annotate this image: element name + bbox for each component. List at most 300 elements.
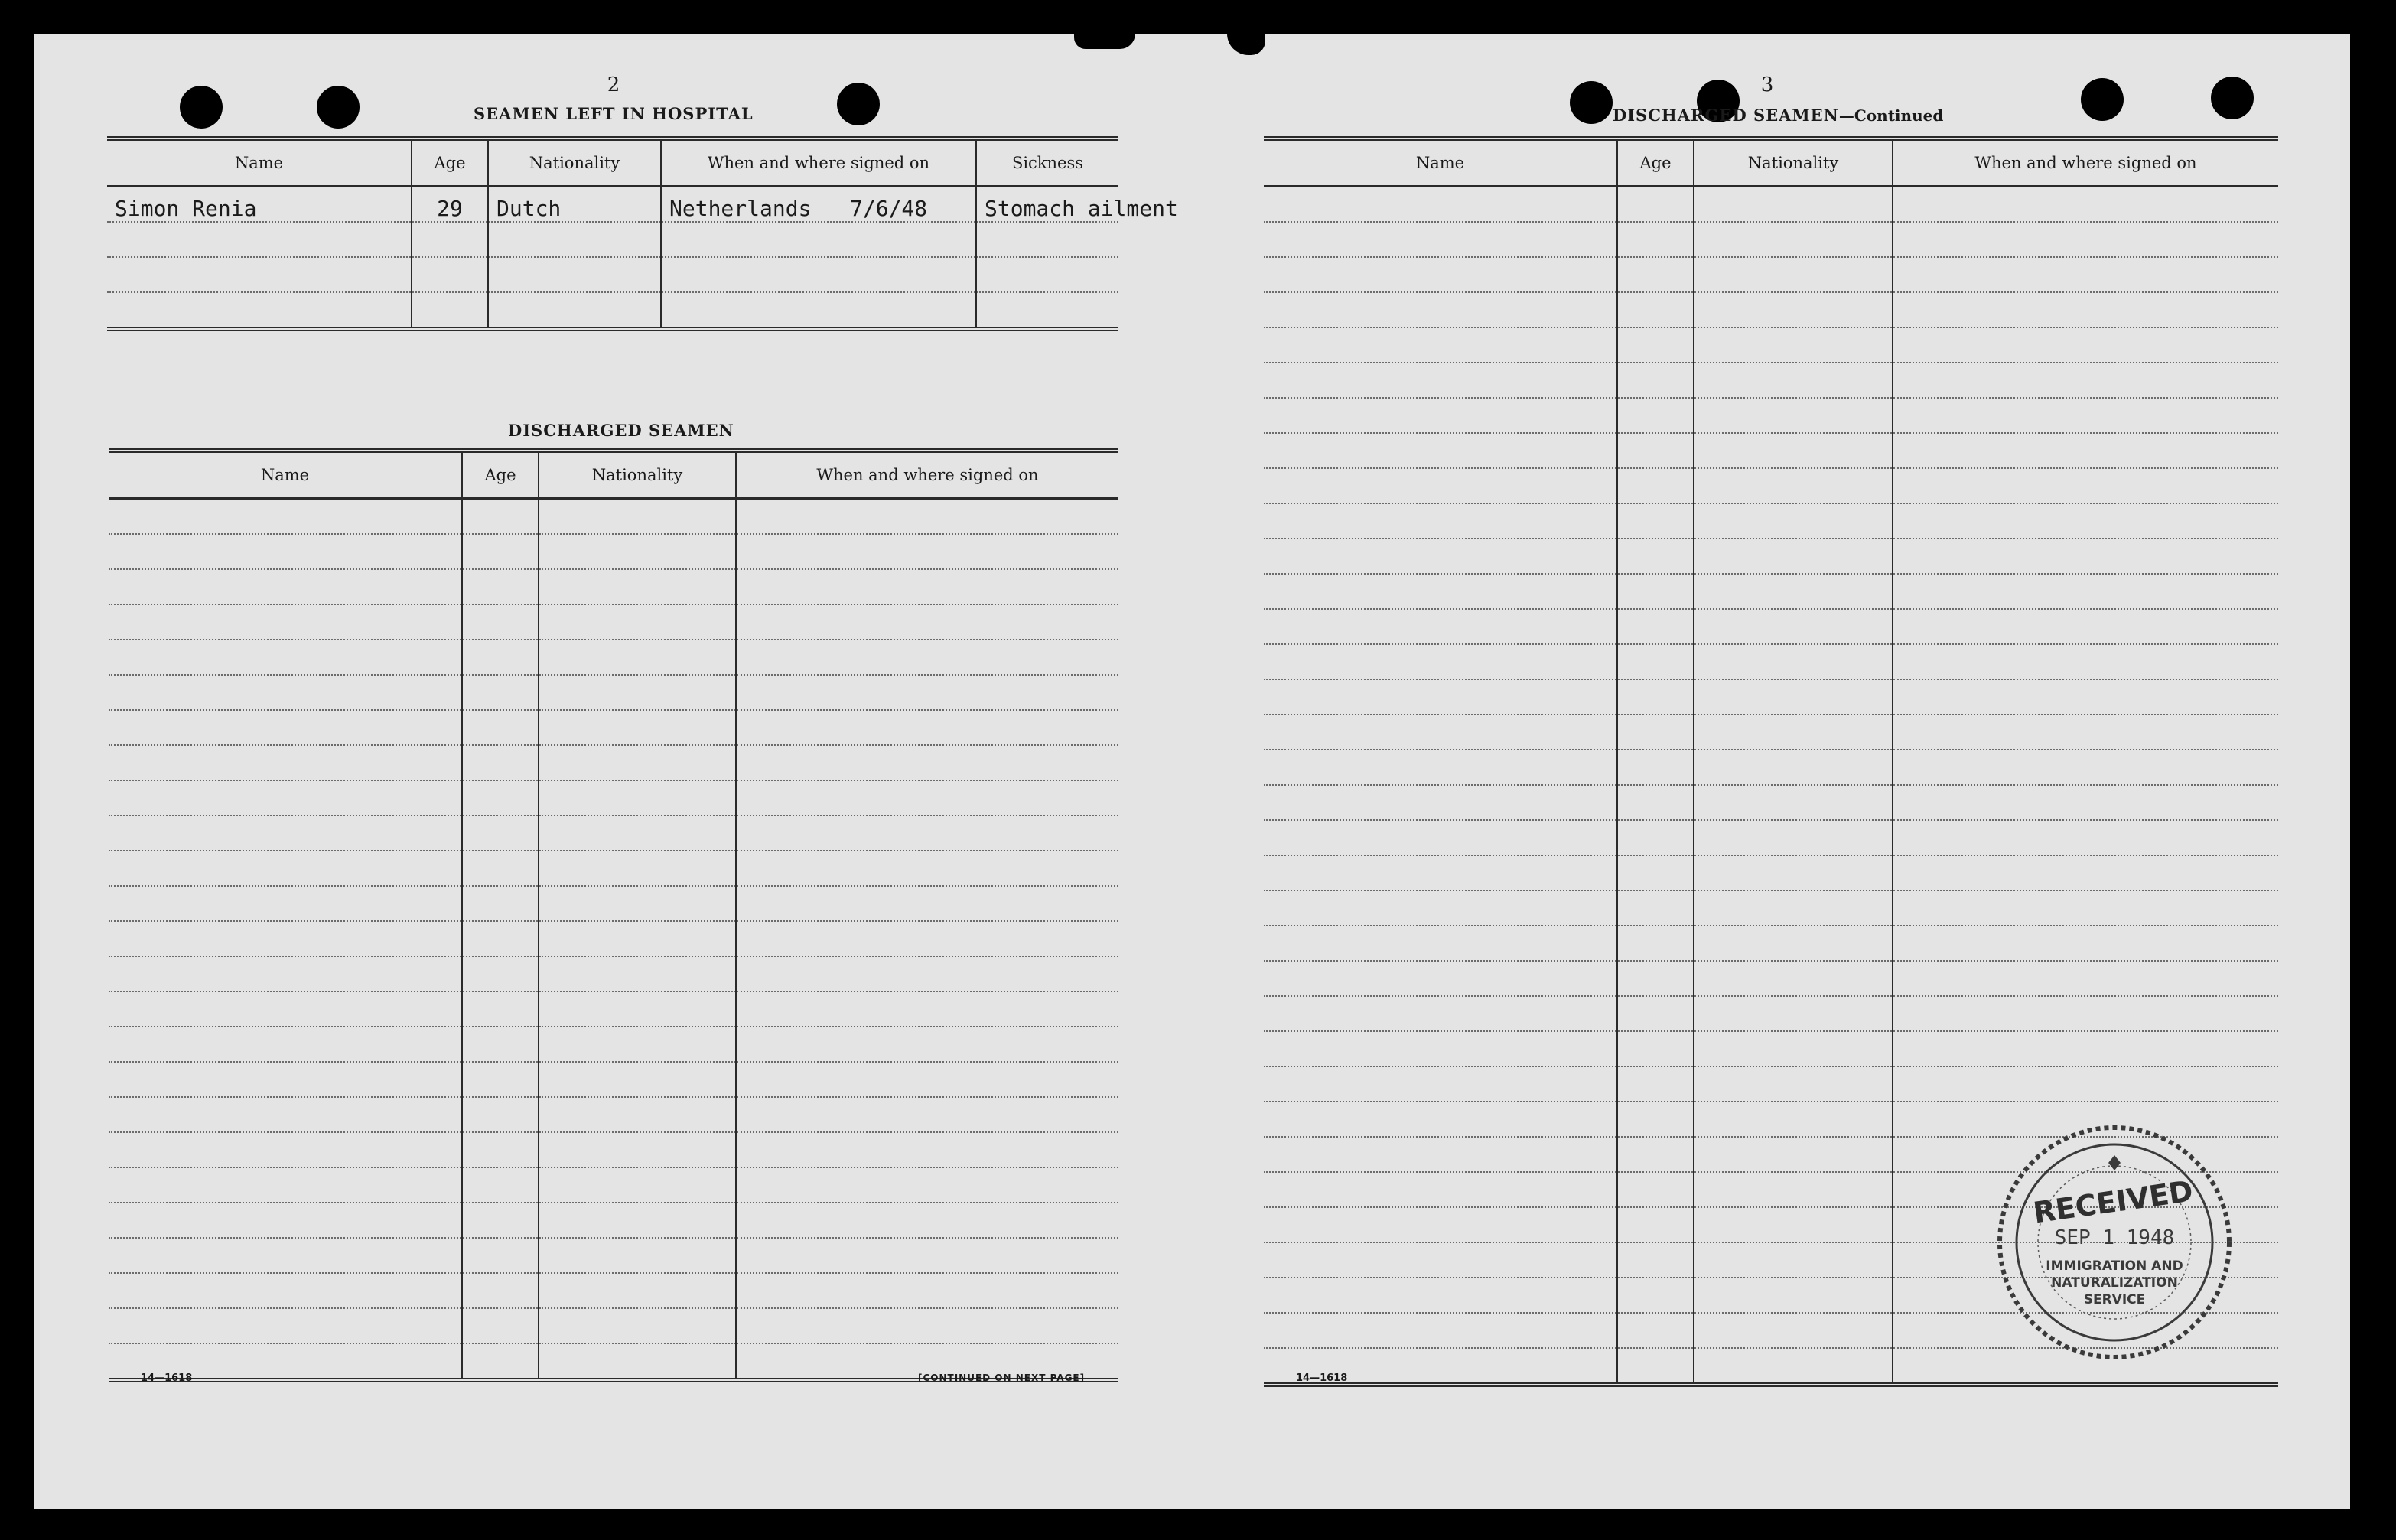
table-cell: [109, 569, 462, 604]
table-header-row: [107, 138, 1118, 187]
table-header-row: [1264, 138, 2278, 187]
table-cell: [1617, 398, 1694, 433]
punch-hole: [1570, 81, 1613, 124]
received-stamp: [1992, 1120, 2237, 1365]
table-cell: [1617, 222, 1694, 257]
table-cell: [1694, 187, 1893, 223]
table-cell: [1264, 961, 1617, 996]
table-row: [1264, 398, 2278, 433]
table-cell: [462, 569, 539, 604]
table-cell: [1893, 1031, 2278, 1066]
table-cell: [736, 1238, 1118, 1273]
table-cell: [1617, 292, 1694, 327]
table-row: [1264, 187, 2278, 223]
table-cell: [1264, 926, 1617, 961]
table-cell: [1264, 539, 1617, 574]
table-cell: [1264, 855, 1617, 890]
table-cell: [1893, 503, 2278, 539]
table-cell: [1694, 1172, 1893, 1207]
table-cell: [1893, 1066, 2278, 1102]
table-row: [109, 1097, 1118, 1132]
table-cell: [109, 1203, 462, 1238]
column-header-nationality: Nationality: [488, 138, 661, 187]
table-cell: [1893, 574, 2278, 609]
table-row: [109, 991, 1118, 1027]
column-header-sickness: Sickness: [976, 138, 1118, 187]
table-row: [109, 1132, 1118, 1167]
column-header-age: Age: [1617, 138, 1694, 187]
table-cell: [1264, 1137, 1617, 1172]
table-cell: [1893, 820, 2278, 855]
table-cell: [462, 816, 539, 851]
table-cell: [736, 956, 1118, 991]
table-cell: [1694, 398, 1893, 433]
table-cell: [1694, 503, 1893, 539]
table-cell: [1694, 996, 1893, 1031]
table-cell: [1893, 539, 2278, 574]
table-cell: [1694, 785, 1893, 820]
table-cell: [539, 1343, 736, 1380]
table-row: [1264, 715, 2278, 750]
table-cell: [109, 499, 462, 535]
table-row: [1264, 468, 2278, 503]
form-code-left: 14—1618: [141, 1372, 193, 1384]
table-cell: [539, 499, 736, 535]
table-cell: [1617, 187, 1694, 223]
table-cell: [109, 534, 462, 569]
table-cell: [1893, 996, 2278, 1031]
table-cell: [1264, 468, 1617, 503]
table-cell: [736, 1062, 1118, 1097]
table-cell: [539, 991, 736, 1027]
table-cell: [736, 1203, 1118, 1238]
table-cell: [1264, 644, 1617, 679]
table-cell: [1617, 961, 1694, 996]
table-cell: [1694, 890, 1893, 926]
table-cell: [1694, 539, 1893, 574]
table-cell: [736, 816, 1118, 851]
table-row: [107, 222, 1118, 257]
table-cell: [462, 886, 539, 921]
table-cell: [1617, 926, 1694, 961]
table-cell: [539, 710, 736, 745]
cell-sickness: Stomach ailment: [976, 187, 1118, 223]
column-header-name: Name: [107, 138, 412, 187]
table-cell: [1893, 644, 2278, 679]
table-row: [109, 886, 1118, 921]
table-cell: [736, 640, 1118, 675]
table-cell: [1264, 1278, 1617, 1313]
table-cell: [109, 1238, 462, 1273]
table-cell: [109, 1308, 462, 1343]
table-cell: [539, 640, 736, 675]
table-cell: [736, 1167, 1118, 1203]
table-cell: [462, 499, 539, 535]
cell-nationality: Dutch: [488, 187, 661, 223]
table-cell: [1694, 1066, 1893, 1102]
table-cell: [1694, 327, 1893, 363]
table-cell: [1694, 750, 1893, 785]
table-cell: [1264, 187, 1617, 223]
discharged-table-left: [109, 448, 1118, 1382]
table-cell: [736, 1273, 1118, 1308]
table-cell: [1264, 996, 1617, 1031]
table-header-row: [109, 451, 1118, 499]
page-number-left: 2: [607, 73, 620, 96]
table-cell: [539, 956, 736, 991]
table-cell: [1694, 679, 1893, 715]
table-row: [109, 1238, 1118, 1273]
table-cell: [1893, 750, 2278, 785]
table-cell: [1617, 1066, 1694, 1102]
table-cell: [1694, 1278, 1893, 1313]
page-number-right: 3: [1760, 73, 1774, 96]
column-header-signed-on: When and where signed on: [736, 451, 1118, 499]
table-cell: [1264, 398, 1617, 433]
table-cell: [1617, 750, 1694, 785]
table-cell: [462, 1273, 539, 1308]
table-row: [1264, 433, 2278, 468]
table-cell: [1617, 1348, 1694, 1385]
table-cell: [1617, 1313, 1694, 1348]
table-cell: [1893, 257, 2278, 292]
table-row: [1264, 609, 2278, 644]
table-cell: [1694, 257, 1893, 292]
table-cell: [109, 1027, 462, 1062]
table-cell: [1694, 715, 1893, 750]
table-row: [109, 534, 1118, 569]
table-cell: [1893, 961, 2278, 996]
stamp-received-text: RECEIVED: [2031, 1174, 2196, 1230]
paper-tear: [1074, 34, 1135, 49]
table-cell: [1694, 222, 1893, 257]
table-cell: [1264, 1172, 1617, 1207]
table-cell: [109, 851, 462, 886]
table-cell: [539, 1308, 736, 1343]
table-row: [1264, 890, 2278, 926]
table-row: [1264, 327, 2278, 363]
table-cell: [462, 1167, 539, 1203]
table-cell: [109, 745, 462, 780]
table-cell: [109, 640, 462, 675]
table-cell: [462, 851, 539, 886]
table-row: [1264, 1066, 2278, 1102]
table-row: [1264, 785, 2278, 820]
table-row: [1264, 750, 2278, 785]
table-cell: [736, 604, 1118, 640]
continued-note: [CONTINUED ON NEXT PAGE]: [918, 1372, 1086, 1383]
table-cell: [1264, 1242, 1617, 1278]
hospital-section-title: SEAMEN LEFT IN HOSPITAL: [474, 104, 754, 123]
table-cell: [109, 1167, 462, 1203]
table-cell: [539, 745, 736, 780]
table-cell: [736, 780, 1118, 816]
table-cell: [109, 956, 462, 991]
table-cell: [1264, 1313, 1617, 1348]
table-cell: [1893, 327, 2278, 363]
table-cell: [539, 1238, 736, 1273]
table-row: [1264, 503, 2278, 539]
table-cell: [462, 710, 539, 745]
table-cell: [462, 1027, 539, 1062]
table-cell: [1617, 1172, 1694, 1207]
table-cell: [1617, 644, 1694, 679]
table-cell: [1264, 257, 1617, 292]
punch-hole: [2211, 77, 2254, 119]
table-cell: [1617, 996, 1694, 1031]
table-row: [107, 257, 1118, 292]
stamp-agency-line2: NATURALIZATION: [2051, 1275, 2178, 1291]
table-cell: [1264, 679, 1617, 715]
table-cell: [1617, 715, 1694, 750]
table-row: [109, 640, 1118, 675]
table-cell: [736, 499, 1118, 535]
table-cell: [1264, 715, 1617, 750]
table-row: [109, 1203, 1118, 1238]
table-row: [109, 1062, 1118, 1097]
stamp-date-text: SEP 1 1948: [2054, 1226, 2175, 1249]
table-cell: [1694, 926, 1893, 961]
table-cell: [1617, 1102, 1694, 1137]
table-row: [1264, 257, 2278, 292]
table-row: [109, 851, 1118, 886]
table-cell: [539, 1132, 736, 1167]
table-cell: [1617, 363, 1694, 398]
column-header-signed-on: When and where signed on: [661, 138, 976, 187]
table-cell: [1893, 890, 2278, 926]
table-cell: [539, 886, 736, 921]
table-cell: [462, 1203, 539, 1238]
table-cell: [539, 1273, 736, 1308]
paper-tear: [1227, 34, 1265, 55]
table-cell: [1617, 257, 1694, 292]
table-cell: [462, 1343, 539, 1380]
column-header-signed-on: When and where signed on: [1893, 138, 2278, 187]
table-cell: [539, 675, 736, 710]
cell-age: 29: [412, 187, 488, 223]
table-cell: [1264, 1102, 1617, 1137]
discharged-continued-title: [1613, 106, 1943, 125]
table-row: [109, 780, 1118, 816]
table-cell: [736, 921, 1118, 956]
table-cell: [1617, 609, 1694, 644]
table-cell: [1617, 785, 1694, 820]
table-cell: [1264, 222, 1617, 257]
table-row: [1264, 539, 2278, 574]
table-row: [1264, 363, 2278, 398]
table-cell: [1617, 574, 1694, 609]
cell-signed-on: Netherlands 7/6/48: [661, 187, 976, 223]
table-row: [109, 816, 1118, 851]
punch-hole: [317, 86, 360, 129]
table-cell: [539, 604, 736, 640]
column-header-name: Name: [1264, 138, 1617, 187]
table-cell: [539, 1203, 736, 1238]
table-cell: [1617, 327, 1694, 363]
table-cell: [539, 1167, 736, 1203]
table-cell: [1264, 433, 1617, 468]
hospital-table: [107, 136, 1178, 331]
cell-name: Simon Renia: [107, 187, 412, 223]
table-cell: [736, 745, 1118, 780]
table-cell: [736, 710, 1118, 745]
table-row: [109, 921, 1118, 956]
table-cell: [462, 1238, 539, 1273]
discharged-continued-title-main: DISCHARGED SEAMEN: [1613, 106, 1839, 125]
table-cell: [736, 991, 1118, 1027]
table-cell: [539, 921, 736, 956]
table-cell: [1694, 961, 1893, 996]
table-cell: [109, 1097, 462, 1132]
table-cell: [539, 851, 736, 886]
table-row: [109, 745, 1118, 780]
table-cell: [109, 604, 462, 640]
table-cell: [462, 956, 539, 991]
table-cell: [1617, 1278, 1694, 1313]
table-cell: [1893, 855, 2278, 890]
table-cell: [109, 1273, 462, 1308]
table-cell: [736, 886, 1118, 921]
table-cell: [1264, 820, 1617, 855]
table-cell: [539, 1062, 736, 1097]
table-cell: [109, 921, 462, 956]
stamp-agency-line1: IMMIGRATION AND: [2046, 1258, 2183, 1274]
table-row: [1264, 222, 2278, 257]
table-cell: [462, 604, 539, 640]
table-cell: [1617, 539, 1694, 574]
table-row: [1264, 961, 2278, 996]
table-cell: [1893, 926, 2278, 961]
table-row: [1264, 996, 2278, 1031]
column-header-name: Name: [109, 451, 462, 499]
table-cell: [539, 569, 736, 604]
table-cell: [1893, 609, 2278, 644]
table-cell: [1264, 785, 1617, 820]
column-header-nationality: Nationality: [539, 451, 736, 499]
table-cell: [736, 1097, 1118, 1132]
table-cell: [1264, 363, 1617, 398]
table-cell: [539, 1097, 736, 1132]
table-cell: [1694, 363, 1893, 398]
table-cell: [1264, 574, 1617, 609]
table-cell: [1694, 292, 1893, 327]
table-cell: [462, 534, 539, 569]
table-cell: [1694, 820, 1893, 855]
table-cell: [1264, 609, 1617, 644]
table-cell: [1617, 433, 1694, 468]
table-cell: [1264, 327, 1617, 363]
table-row: [109, 710, 1118, 745]
discharged-continued-title-suffix: —Continued: [1838, 106, 1944, 125]
table-cell: [1694, 468, 1893, 503]
table-cell: [109, 1132, 462, 1167]
table-row: [109, 569, 1118, 604]
table-cell: [109, 816, 462, 851]
table-cell: [539, 816, 736, 851]
table-cell: [1264, 1031, 1617, 1066]
table-row: [109, 1273, 1118, 1308]
table-cell: [1264, 292, 1617, 327]
stamp-agency-line3: SERVICE: [2083, 1292, 2146, 1307]
table-cell: [736, 851, 1118, 886]
form-code-right: 14—1618: [1296, 1372, 1348, 1384]
document-sheet: [34, 34, 2350, 1509]
table-cell: [1893, 715, 2278, 750]
table-cell: [736, 1308, 1118, 1343]
table-row: [1264, 1031, 2278, 1066]
table-row: [109, 604, 1118, 640]
table-cell: [1893, 398, 2278, 433]
table-cell: [1893, 785, 2278, 820]
table-cell: [1264, 503, 1617, 539]
table-cell: [1264, 1066, 1617, 1102]
table-cell: [539, 1027, 736, 1062]
table-cell: [109, 886, 462, 921]
table-cell: [1893, 187, 2278, 223]
table-cell: [462, 991, 539, 1027]
table-cell: [1893, 222, 2278, 257]
table-cell: [736, 675, 1118, 710]
table-cell: [1893, 292, 2278, 327]
table-cell: [1694, 1207, 1893, 1242]
table-row: [109, 1027, 1118, 1062]
stamp-emblem-icon: [2108, 1155, 2121, 1170]
table-cell: [462, 675, 539, 710]
column-header-nationality: Nationality: [1694, 138, 1893, 187]
table-row: [1264, 926, 2278, 961]
table-row: [1264, 574, 2278, 609]
table-cell: [1694, 1313, 1893, 1348]
table-cell: [1617, 1137, 1694, 1172]
table-row: [1264, 292, 2278, 327]
punch-hole: [180, 86, 223, 129]
table-row: [109, 956, 1118, 991]
table-cell: [736, 569, 1118, 604]
table-cell: [1617, 890, 1694, 926]
table-cell: [462, 1062, 539, 1097]
table-cell: [462, 921, 539, 956]
discharged-section-title: DISCHARGED SEAMEN: [508, 421, 734, 440]
table-cell: [462, 1308, 539, 1343]
table-cell: [109, 991, 462, 1027]
table-cell: [1617, 855, 1694, 890]
table-cell: [1694, 433, 1893, 468]
table-cell: [1617, 503, 1694, 539]
table-cell: [109, 780, 462, 816]
table-row: [1264, 820, 2278, 855]
table-cell: [1893, 468, 2278, 503]
table-cell: [1694, 855, 1893, 890]
table-cell: [1617, 679, 1694, 715]
table-row: [109, 499, 1118, 535]
table-row: [1264, 679, 2278, 715]
table-cell: [1694, 644, 1893, 679]
punch-hole: [837, 83, 880, 125]
table-cell: [1694, 609, 1893, 644]
table-cell: [109, 1062, 462, 1097]
table-row: [109, 1167, 1118, 1203]
table-cell: [1617, 1207, 1694, 1242]
table-row: [109, 1308, 1118, 1343]
table-cell: [462, 745, 539, 780]
table-cell: [462, 1132, 539, 1167]
table-row: [109, 675, 1118, 710]
table-cell: [1893, 433, 2278, 468]
table-cell: [109, 675, 462, 710]
table-row: [1264, 855, 2278, 890]
table-cell: [1264, 890, 1617, 926]
table-cell: [1617, 1031, 1694, 1066]
